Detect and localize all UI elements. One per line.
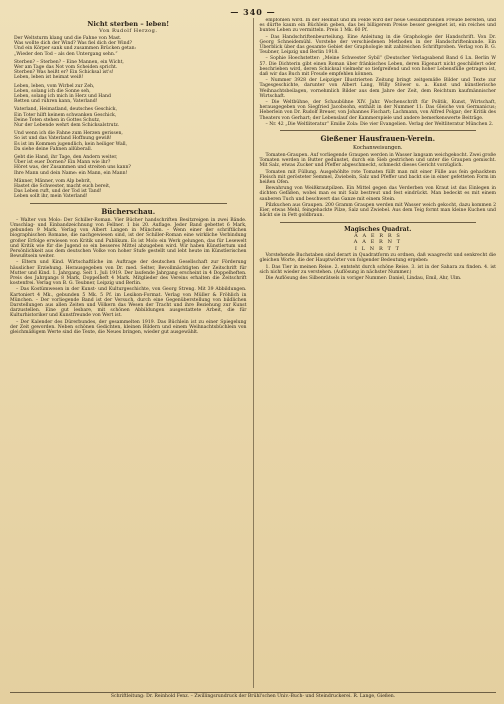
paragraph: 1. Das Tier in meinen Reise. 2. entsteht durch schöne Reise. 3. ist in der Sahara zu finden. 4. ist sich nicht wieder zu verstehen. (Auflösung in nächster Nummer.) bbox=[259, 264, 496, 275]
poem-line: Leben, solang ich die Sonne seh, bbox=[14, 88, 91, 94]
paragraph: – Die Weltbühne, der Schaubühne XIV. Jahr. Wochenschrift für Politik, Kunst, Wirtschaft, herausgegeben von Siegfried Jacobsohn, enthält in der Nummer 11: Das Gleiche von Germanicus; Heberlein von Dr. Rudolf Breuer, von Johannes Fischart; Lachmann, von Alfred Polgar; der Kritik des Theaters von Gerhart; der Lebenslauf der Kammerspiele und andere bemerkenswerte Beiträge. bbox=[259, 100, 496, 121]
puzzle-title: Magisches Quadrat. bbox=[344, 225, 412, 233]
paragraph: – Nummer 3928 der Leipziger Illustrierten Zeitung bringt zeitgemäße Bilder und Texte zur Tagesgeschichte, darunter von Albert Lang, Willy Stöwer u. a. Kunst und künstlerische Weihnachtsbeilagen, vornehmlich Bilder aus dem Jahre der Zeit, dem Reichtum kaufmännischer Wirtschaft. bbox=[259, 78, 496, 99]
poem-line: Leben, leben, vom Wirbel zur Zeh, bbox=[14, 83, 95, 89]
book-reviews bbox=[10, 218, 247, 335]
poem-line: Das Leben ruft, und der Tod ist Tand! bbox=[14, 189, 102, 195]
poem-stanza bbox=[10, 84, 247, 105]
poem-stanza bbox=[10, 131, 247, 152]
poem-line: Was wollte dich der Wind? Was fiel dich der Wind? bbox=[14, 41, 132, 47]
paragraph: – Das Handschriftenbeurteilung. Eine Anleitung in die Graphologie der Handschrift. Von Dr. Georg Schneidemühl. Vorstehe der verschiedenen Methoden in der Handschriftenkunde. Ein Überblick über das gesamte Gebiet der Graphologie mit zahlreichen Schriftproben. Verlag von B. G. Teubner, Leipzig und Berlin 1918. bbox=[259, 34, 496, 56]
poem-line: Ihre Mann und dein Name: ein Mann, ein Mann! bbox=[14, 170, 128, 176]
puzzle-text bbox=[260, 253, 497, 281]
poem-line: Leben sollt ihr, mein Vaterland! bbox=[14, 194, 88, 200]
poem-stanza bbox=[10, 107, 247, 128]
right-column bbox=[254, 18, 497, 688]
poem-line: Deine Toten stehen in Gottes Schutz, bbox=[14, 117, 101, 123]
paragraph: Vorstehende Buchstaben sind derart in Quadratform zu ordnen, daß waagrecht und senkrecht die gleichen Worte, die der Hauptwörter von folgender Bedeutung ergeben: bbox=[259, 253, 496, 264]
poem-stanza bbox=[10, 155, 247, 176]
paragraph: Tomaten mit Füllung. Ausgehöhlte rote Tomaten füllt man mit einer Fülle aus fein gehacktem Fleisch mit gerösteter Semmel, Zwiebeln, Salz und Pfeffer und backt sie in einer gefetteten Form im heißen Ofen. bbox=[259, 169, 496, 186]
poem-line: „Wieder den Tod – als den Untergang sehn.“ bbox=[14, 51, 118, 57]
poem-line: Höret was, der Zusammen und streiten uns kann? bbox=[14, 165, 131, 171]
poem-line: Männer, Männer, vom Alp bebrit, bbox=[14, 178, 92, 184]
poem-line: So ist und das Vaterland Hoffnung gewiß! bbox=[14, 136, 112, 142]
poem-line: Hastet die Schwester, macht euch bereit, bbox=[14, 184, 111, 190]
poem-line: Und ein Körper sank und zusammen Brücken getan: bbox=[14, 46, 137, 52]
paragraph: empfohlen wird. In der Heimat und im Felde wird der neue Gesundbrunnen Freude bereiten, und es dürfte kaum ein Büchlein geben, das bei billigerem Preise besser geeignet ist, ein reiches und buntes Leben zu vermitteln. Preis 1 Mk. 60 Pf. bbox=[259, 18, 496, 34]
poem-line: Es ist im Kommen jugendlich, kein heiliger Wall, bbox=[14, 141, 128, 147]
poem-line: Über ist euer Dornen? Ein Mann wie ihr? bbox=[14, 160, 111, 166]
poem-line: Nur der Lebende wehrt dem Schicksalstrutz. bbox=[14, 123, 120, 129]
poem-line: Und wenn ich die Fahne zum Herzen gerissen, bbox=[14, 131, 123, 137]
puzzle-row: A A E R N T bbox=[353, 239, 402, 246]
club-title: Gießener Hausfrauen-Verein. bbox=[320, 134, 436, 144]
paragraph: Tomaten-Graupen. Auf vorliegende Graupen werden in Wasser langsam weichgekocht. Zwei große Tomaten werden in Butter gedünstet, durch ein Sieb gestrichen und unter die Graupen gemischt. Mit Salz, etwas Zucker und Pfeffer abgeschmeckt, schmeckt dieses Gericht vorzüglich. bbox=[259, 153, 496, 169]
poem-line: Sterben? – Sterben? – Eine Mannen, ein Wicht, bbox=[14, 59, 124, 65]
poem-line: Retten und rühren kann, Vaterland! bbox=[14, 99, 98, 105]
paragraph: – Sophie Hoechstetter: „Meine Schwester Sybil“ (Deutscher Verlagsabend Band 6 Ln. Berlin W 57. Die Dichterin gibt einen Roman über fränkisches Leben, deren Eigenart nicht geschildert oder beschrieben wird, deren Schicksal vielmehr so tiefgreifend und von hoher Lebensfülle getragen ist, daß wir das Buch mit Freude empfehlen können. bbox=[259, 56, 496, 78]
divider bbox=[280, 222, 477, 223]
poem-line: Vaterland, Heimatland, deutsches Geschick, bbox=[14, 107, 118, 113]
poem-line: Wer am Tage das Not vom Scheiden spricht. bbox=[14, 65, 118, 71]
poem-line: Sterben? Was heißt er? Ein Schicksal ist's! bbox=[14, 70, 114, 76]
paragraph: – Nr. 42 „Die Weltliteratur“ Emilie Zola: Die vier Evangelien. Verlag der Weltliteratur München 2. bbox=[265, 121, 494, 127]
puzzle-grid bbox=[260, 234, 497, 253]
divider bbox=[30, 203, 227, 204]
poem-line: Da siehe deine Fahnen allüberall. bbox=[14, 146, 93, 152]
poem-line: Der Weltsturm klang und die Fahne von Mast. bbox=[14, 36, 122, 41]
poem-title: Nicht sterben – leben! bbox=[87, 20, 170, 28]
paragraph: – Eltern und Kind. Wirtschaftliche im Auftrage der deutschen Gesellschaft zur Förderung häuslicher Erziehung. Herausgegeben von Dr. med. Selter, Bevollmächtigten der Zeitschrift für Mutter und Kind. 1. Jahrgang. Seit 1. Juli 1919. Der laufende Jahrgang erscheint in 4 Doppelheften. Preis des Jahrgangs 8 Mark, Doppelheft 4 Mark. Mitglieder des Vereins erhalten die Zeitschrift kostenfrei. Verlag von B. G. Teubner, Leipzig und Berlin. bbox=[10, 260, 247, 287]
columns bbox=[10, 18, 496, 688]
paragraph: Bewahrung von Weißkrautpilzen. Ein Mittel gegen das Verderben von Kraut ist das Einlegen in dichten Gefäßen, wobei man es mit Salz bestreut und fest eindrückt. Man bedeckt es mit einem sauberen Tuch und beschwert das Ganze mit einem Stein. bbox=[259, 186, 496, 202]
poem-line: Leben, solang ich mich in Herz und Hand bbox=[14, 94, 111, 100]
divider bbox=[280, 130, 477, 131]
page-number: — 340 — bbox=[230, 7, 276, 17]
poem-stanza bbox=[10, 60, 247, 81]
poem-stanza bbox=[10, 36, 247, 57]
puzzle-row: A A E R R S bbox=[354, 232, 402, 239]
poem-author: Von Rudolf Herzog. bbox=[99, 28, 158, 34]
paragraph: – Der Kalender des Dürerbundes, der gesammelten 1919. Das Büchlein ist zu einer Spiegelung der Zeit geworden. Neben schönen Gedichten, kleinen Bildern und einem Weihnachtsbüchlein von gleichmäßigem Werte sind die Texte, die Neues bringen, wieder gut ausgewählt. bbox=[10, 319, 247, 335]
paragraph: Pilzkuchen aus Graupen. 200 Gramm Graupen werden mit Wasser weich gekocht, dazu kommen 2 Eier, etwas Mehl, feingehackte Pilze, Salz und Zwiebel. Aus dem Teig formt man kleine Kuchen und bäckt sie in Fett goldbraun. bbox=[259, 202, 496, 219]
poem-stanza bbox=[10, 179, 247, 200]
left-column bbox=[10, 18, 254, 688]
reviews-continued bbox=[260, 18, 497, 127]
puzzle-row: I L N R T T bbox=[354, 245, 401, 252]
poem-body bbox=[10, 36, 247, 200]
poem-line: Leben, leben ist heimat weiß! bbox=[14, 75, 84, 81]
section-title-books: Bücherschau. bbox=[101, 206, 156, 216]
poem-line: Gebt die Hand, ihr Tage, den Andern weiter, bbox=[14, 155, 118, 161]
paragraph: – Das Kostümwesen in der Kunst- und Kulturgeschichte, von Georg Streng. Mit 39 Abbildungen. Kartoniert 4 Mk., gebunden 5 Mk. 5 Pf. im Lexikon-Format. Verlag von Müller & Fröhlich in München. – Der vorliegende Band ist der Versuch, durch eine Gegenüberstellung von bildlichen Darstellungen aus allen Zeiten und Völkern das Wesen der Tracht und ihre Beziehung zur Kunst darzustellen. Eine gut lesbare, mit schönen Abbildungen ausgestattete Arbeit, die für Kulturhistoriker und Kunstfreunde von Wert ist. bbox=[10, 287, 247, 319]
imprint-footer: Schriftleitung: Dr. Reinhold Fenz. – Zwillingsrundruck der Brühl'schen Univ.-Buch- und Steindruckerei. R. Lange, Gießen. bbox=[10, 692, 496, 700]
paragraph: – Walter von Molo: Der Schiller-Roman. Vier Bücher handschriften Besitzreigen in zwei Bände. Umschlag- und Einbandzeichnung von Fellner. 1 bis 20. Auflage. Jeder Band gebettet 6 Mark, gebunden 9 Mark. Verlag von Albert Langen in München. – Wenn einer der schriftlichen biographischen Romane, die nachgewiesen sind, ist der Schiller-Roman eine wirkliche Verbindung großer Erfolge erwiesen von Kritik und Publikum. Es ist Molo ein Werk gelungen, das für Lesewelt und Kritik wie für die Jugend so ein besseres Mittel abzugeben wird. Wir haben Künstlertum und Persönlichkeit aus dem deutschen Volke von hoher Stufe gestellt und lebt heute im Künstlerischen Bewußtsein weiter. bbox=[10, 217, 247, 260]
paragraph: Die Auflösung des Silbenrätsels in voriger Nummer: Daniel, Lindau, Emil, Ahr, Ulm. bbox=[265, 276, 462, 282]
club-subtitle: Kochanweisungen. bbox=[353, 145, 403, 152]
poem-line: Ein Toter hilft keinem schwanken Geschick, bbox=[14, 112, 117, 118]
recipes bbox=[260, 153, 497, 218]
